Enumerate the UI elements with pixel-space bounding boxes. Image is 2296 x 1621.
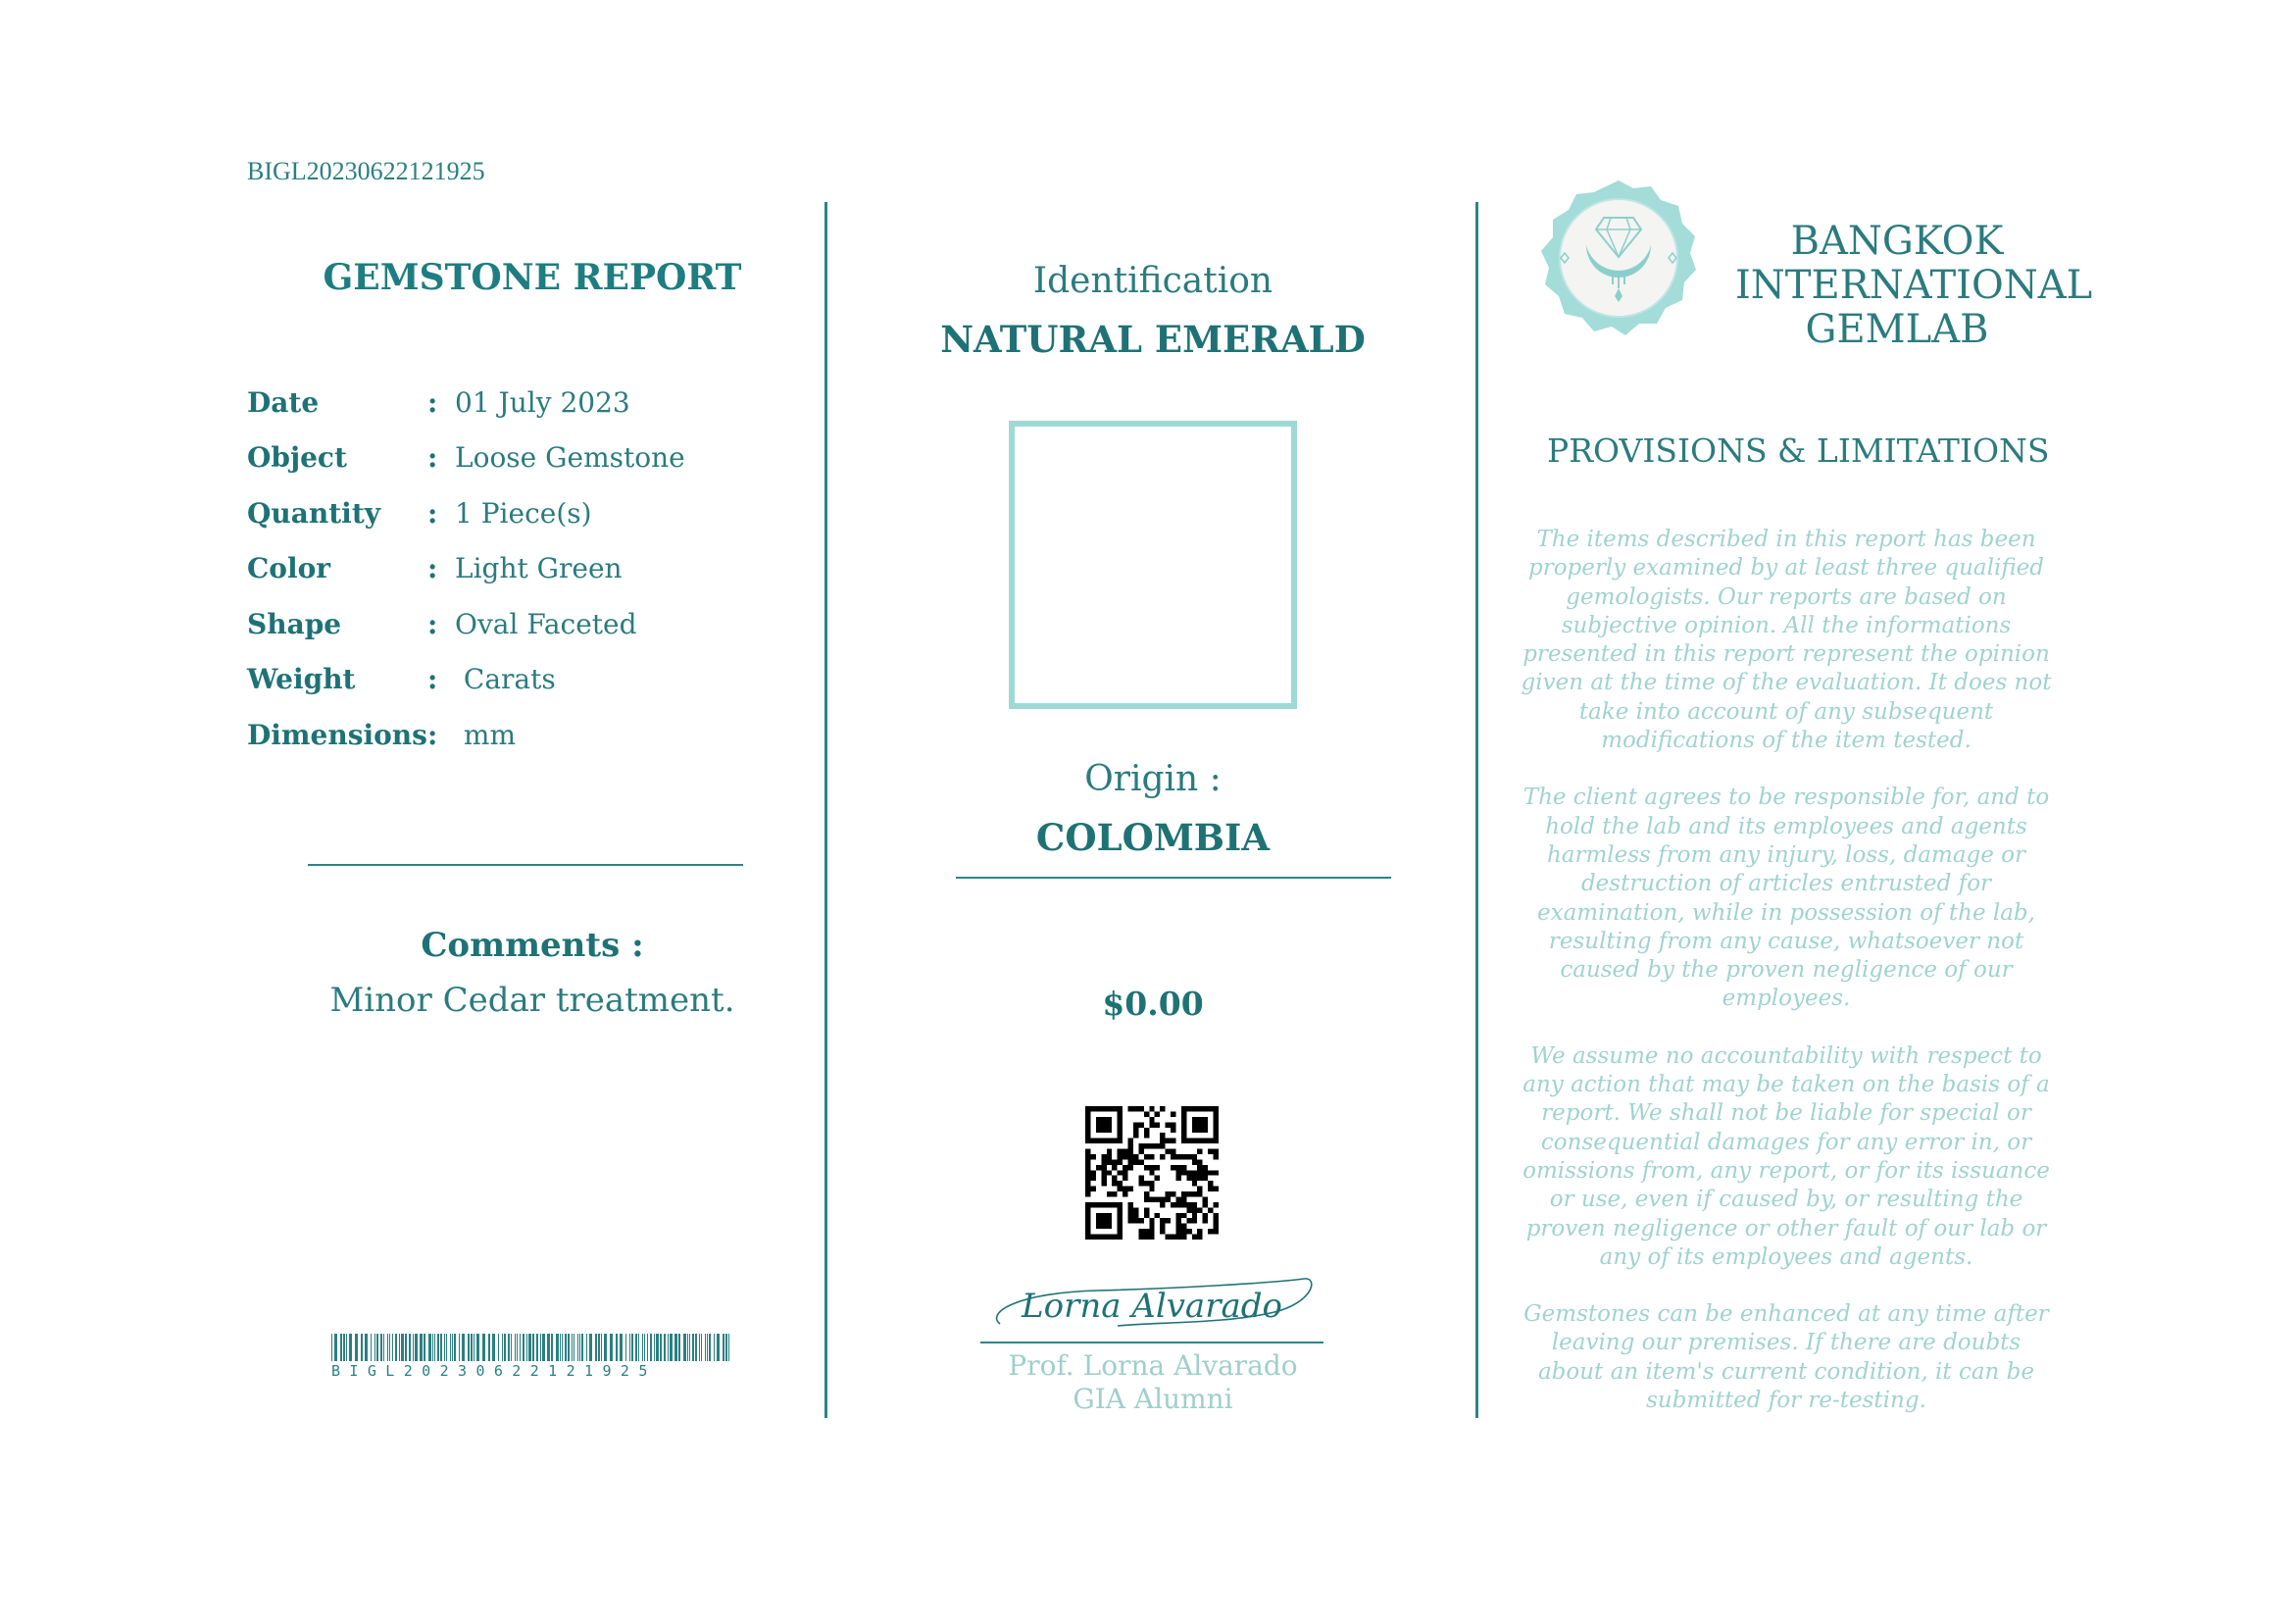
signature (980, 1273, 1323, 1343)
field-quantity (247, 485, 835, 541)
provision-paragraph: Gemstones can be enhanced at any time after leaving our premises. If there are doubts about an item's current condition, it can be submitted for re-testing. (1523, 1301, 2049, 1414)
lab-name-line-1: BANGKOK (1790, 219, 2004, 264)
lab-name (1735, 219, 2093, 352)
field-dimensions (247, 707, 835, 763)
field-value: Loose Gemstone (455, 441, 685, 475)
provisions-title: PROVISIONS & LIMITATIONS (1547, 431, 2050, 470)
barcode-text: BIGL20230622121925 (331, 1362, 657, 1380)
signature-script: Lorna Alvarado (1022, 1287, 1282, 1326)
field-date (247, 375, 835, 431)
field-colon: : (427, 718, 438, 751)
field-colon: : (427, 385, 438, 419)
field-value: 1 Piece(s) (455, 496, 592, 530)
comments-label: Comments : (421, 926, 644, 965)
gemstone-photo-frame (1009, 421, 1297, 709)
field-value: Oval Faceted (455, 607, 637, 640)
field-value: mm (455, 718, 517, 751)
field-colon: : (427, 663, 438, 696)
lab-name-line-2: INTERNATIONAL (1735, 263, 2093, 308)
field-color (247, 541, 835, 597)
signer-title: GIA Alumni (1073, 1383, 1233, 1415)
field-label: Shape (247, 607, 342, 640)
field-colon: : (427, 607, 438, 640)
field-colon: : (427, 552, 438, 585)
field-shape (247, 596, 835, 652)
left-separator (308, 864, 743, 866)
provisions-body (1518, 526, 2055, 1444)
identification-label: Identification (1032, 261, 1273, 301)
qr-code[interactable] (1085, 1106, 1219, 1240)
field-label: Object (247, 441, 347, 475)
barcode (331, 1334, 733, 1361)
center-separator (956, 877, 1391, 879)
field-object (247, 431, 835, 486)
origin-label: Origin : (1084, 759, 1222, 799)
provision-paragraph: The items described in this report has been properly examined by at least three qualified gemologists. Our reports are based on subjective opinion. All the informations presented in this report represent the opinion given at the time of the evaluation. It does not take into account of any subsequent modifications of the item tested. (1521, 527, 2052, 754)
field-value: Carats (455, 663, 556, 696)
field-label: Color (247, 552, 331, 585)
field-label: Date (247, 385, 320, 419)
provision-paragraph: We assume no accountability with respect to any action that may be taken on the basis of a report. We shall not be liable for special or consequential damages for any error in, or omissions from, any report, or for its issuance or use, even if caused by, or resulting the proven negligence or other fault of our lab or any of its employees and agents. (1522, 1042, 2050, 1270)
report-title: GEMSTONE REPORT (323, 257, 742, 298)
lab-logo-icon (1535, 175, 1702, 341)
lab-name-line-3: GEMLAB (1805, 307, 1989, 352)
field-label: Weight (247, 663, 356, 696)
origin-value: COLOMBIA (1035, 816, 1271, 859)
field-value: Light Green (455, 552, 623, 585)
signer-name: Prof. Lorna Alvarado (1008, 1349, 1298, 1382)
comments-text: Minor Cedar treatment. (329, 981, 735, 1020)
field-value: 01 July 2023 (455, 385, 630, 419)
specification-list (247, 375, 835, 763)
price-value: $0.00 (1102, 985, 1204, 1023)
field-colon: : (427, 496, 438, 530)
field-colon: : (427, 441, 438, 475)
field-label: Dimensions (247, 718, 427, 751)
divider-right (1475, 202, 1478, 1418)
report-id: BIGL20230622121925 (247, 157, 485, 185)
identification-value: NATURAL EMERALD (940, 318, 1366, 361)
field-weight (247, 652, 835, 708)
provision-paragraph: The client agrees to be responsible for, and to hold the lab and its employees and agents harmless from any injury, loss, damage or destruction of articles entrusted for examination, while in possession of the lab, resulting from any cause, whatsoever not caused by the proven negligence of our employees. (1522, 785, 2050, 1012)
field-label: Quantity (247, 496, 381, 530)
